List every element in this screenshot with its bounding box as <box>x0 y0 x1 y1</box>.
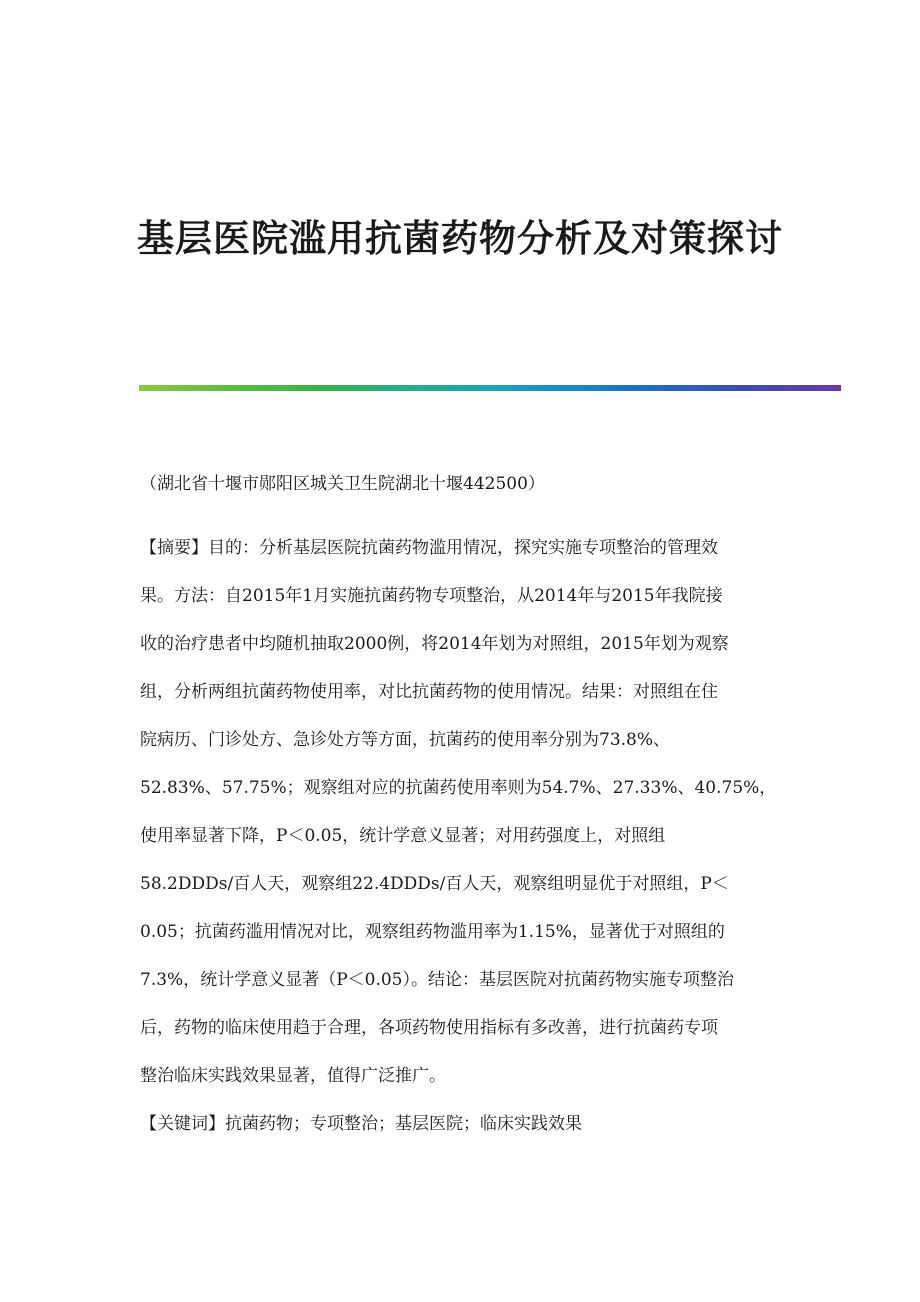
abstract-paragraph <box>140 524 784 1100</box>
abstract-line: 0.05；抗菌药滥用情况对比，观察组药物滥用率为1.15%，显著优于对照组的 <box>140 922 725 942</box>
abstract-line: 使用率显著下降，P＜0.05，统计学意义显著；对用药强度上，对照组 <box>140 826 666 846</box>
title-divider-rule <box>139 385 841 391</box>
author-affiliation: （湖北省十堰市郧阳区城关卫生院湖北十堰442500） <box>140 474 545 494</box>
abstract-line: 收的治疗患者中均随机抽取2000例，将2014年划为对照组，2015年划为观察 <box>140 634 729 654</box>
abstract-line: 组，分析两组抗菌药物使用率，对比抗菌药物的使用情况。结果：对照组在住 <box>140 682 718 702</box>
abstract-line: 58.2DDDs/百人天，观察组22.4DDDs/百人天，观察组明显优于对照组，P＜ <box>140 874 729 894</box>
abstract-line: 整治临床实践效果显著，值得广泛推广。 <box>140 1066 446 1086</box>
document-title: 基层医院滥用抗菌药物分析及对策探讨 <box>137 217 783 260</box>
abstract-line: 后，药物的临床使用趋于合理，各项药物使用指标有多改善，进行抗菌药专项 <box>140 1018 718 1038</box>
abstract-line: 52.83%、57.75%；观察组对应的抗菌药使用率则为54.7%、27.33%、40.75%， <box>140 778 777 798</box>
abstract-line: 院病历、门诊处方、急诊处方等方面，抗菌药的使用率分别为73.8%、 <box>140 730 671 750</box>
keywords-line: 【关键词】抗菌药物；专项整治；基层医院；临床实践效果 <box>140 1114 582 1134</box>
abstract-line: 7.3%，统计学意义显著（P＜0.05）。结论：基层医院对抗菌药物实施专项整治 <box>140 970 734 990</box>
abstract-line: 【摘要】目的：分析基层医院抗菌药物滥用情况，探究实施专项整治的管理效 <box>140 538 718 558</box>
abstract-line: 果。方法：自2015年1月实施抗菌药物专项整治，从2014年与2015年我院接 <box>140 586 723 606</box>
